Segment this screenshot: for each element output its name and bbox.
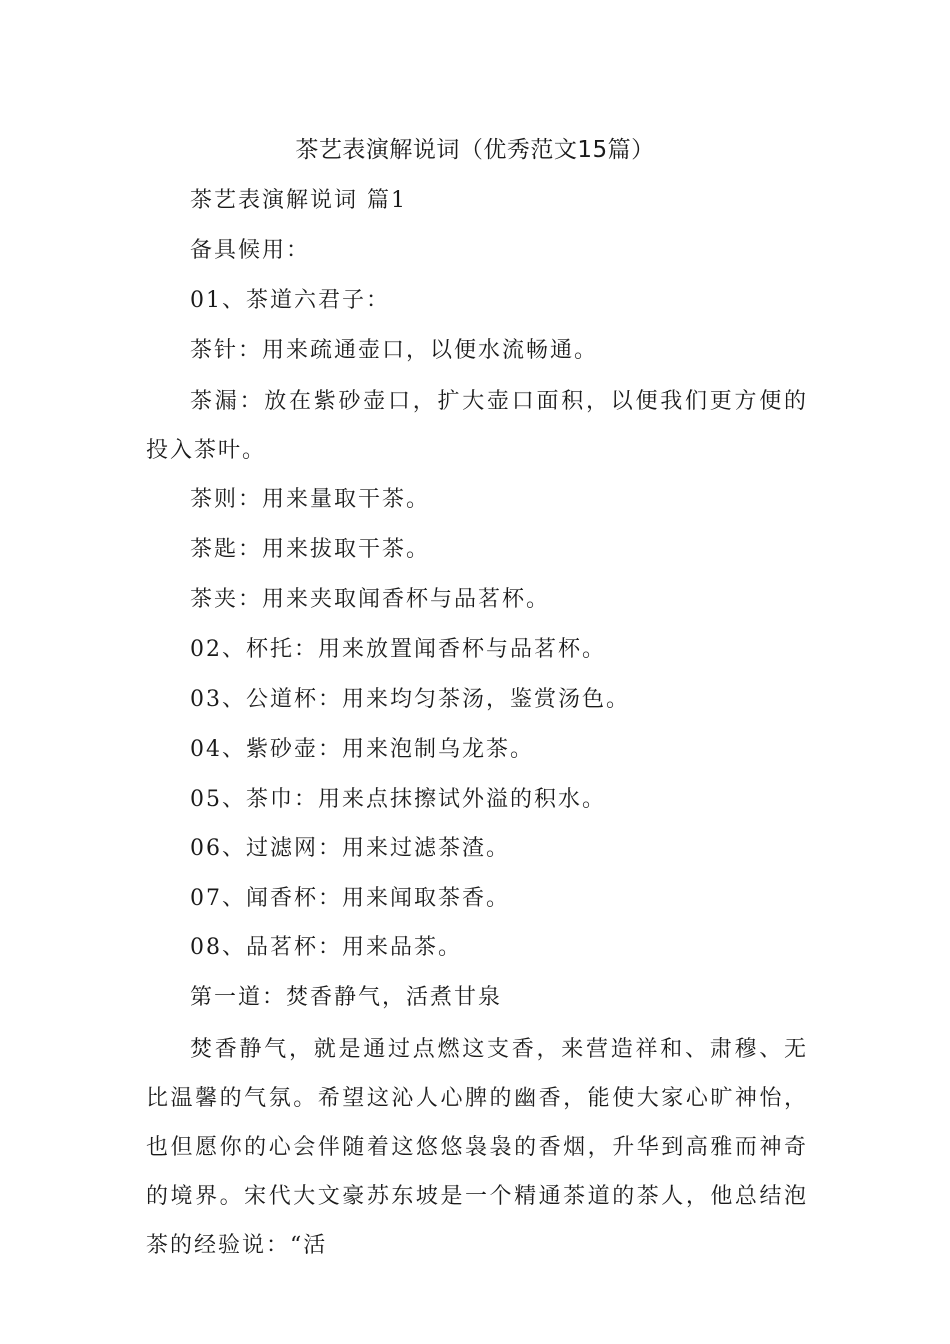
paragraph: 第一道：焚香静气，活煮甘泉 xyxy=(190,985,503,1010)
paragraph: 05、茶巾：用来点抹擦试外溢的积水。 xyxy=(190,787,606,812)
paragraph: 04、紫砂壶：用来泡制乌龙茶。 xyxy=(190,737,534,762)
paragraph: 07、闻香杯：用来闻取茶香。 xyxy=(190,886,510,911)
paragraph: 03、公道杯：用来均匀茶汤，鉴赏汤色。 xyxy=(190,687,630,712)
paragraph: 06、过滤网：用来过滤茶渣。 xyxy=(190,836,510,861)
paragraph: 备具候用： xyxy=(190,238,311,263)
paragraph: 08、品茗杯：用来品茶。 xyxy=(190,935,462,960)
paragraph: 茶匙：用来拔取干茶。 xyxy=(190,537,431,562)
section-heading: 茶艺表演解说词 篇1 xyxy=(190,188,407,213)
paragraph: 茶夹：用来夹取闻香杯与品茗杯。 xyxy=(190,587,551,612)
paragraph: 茶漏：放在紫砂壶口，扩大壶口面积，以便我们更方便的投入茶叶。 xyxy=(146,389,808,463)
paragraph: 02、杯托：用来放置闻香杯与品茗杯。 xyxy=(190,637,606,662)
document-title: 茶艺表演解说词（优秀范文15篇） xyxy=(295,137,655,163)
paragraph: 焚香静气，就是通过点燃这支香，来营造祥和、肃穆、无比温馨的气氛。希望这沁人心脾的幽香，能使大家心旷神怡，也但愿你的心会伴随着这悠悠袅袅的香烟，升华到高雅而神奇的境界。宋代大文豪苏东坡是一个精通茶道的茶人，他总结泡茶的经验说：“活 xyxy=(146,1037,808,1258)
paragraph: 01、茶道六君子： xyxy=(190,288,390,313)
paragraph: 茶则：用来量取干茶。 xyxy=(190,487,431,512)
paragraph: 茶针：用来疏通壶口，以便水流畅通。 xyxy=(190,338,599,363)
